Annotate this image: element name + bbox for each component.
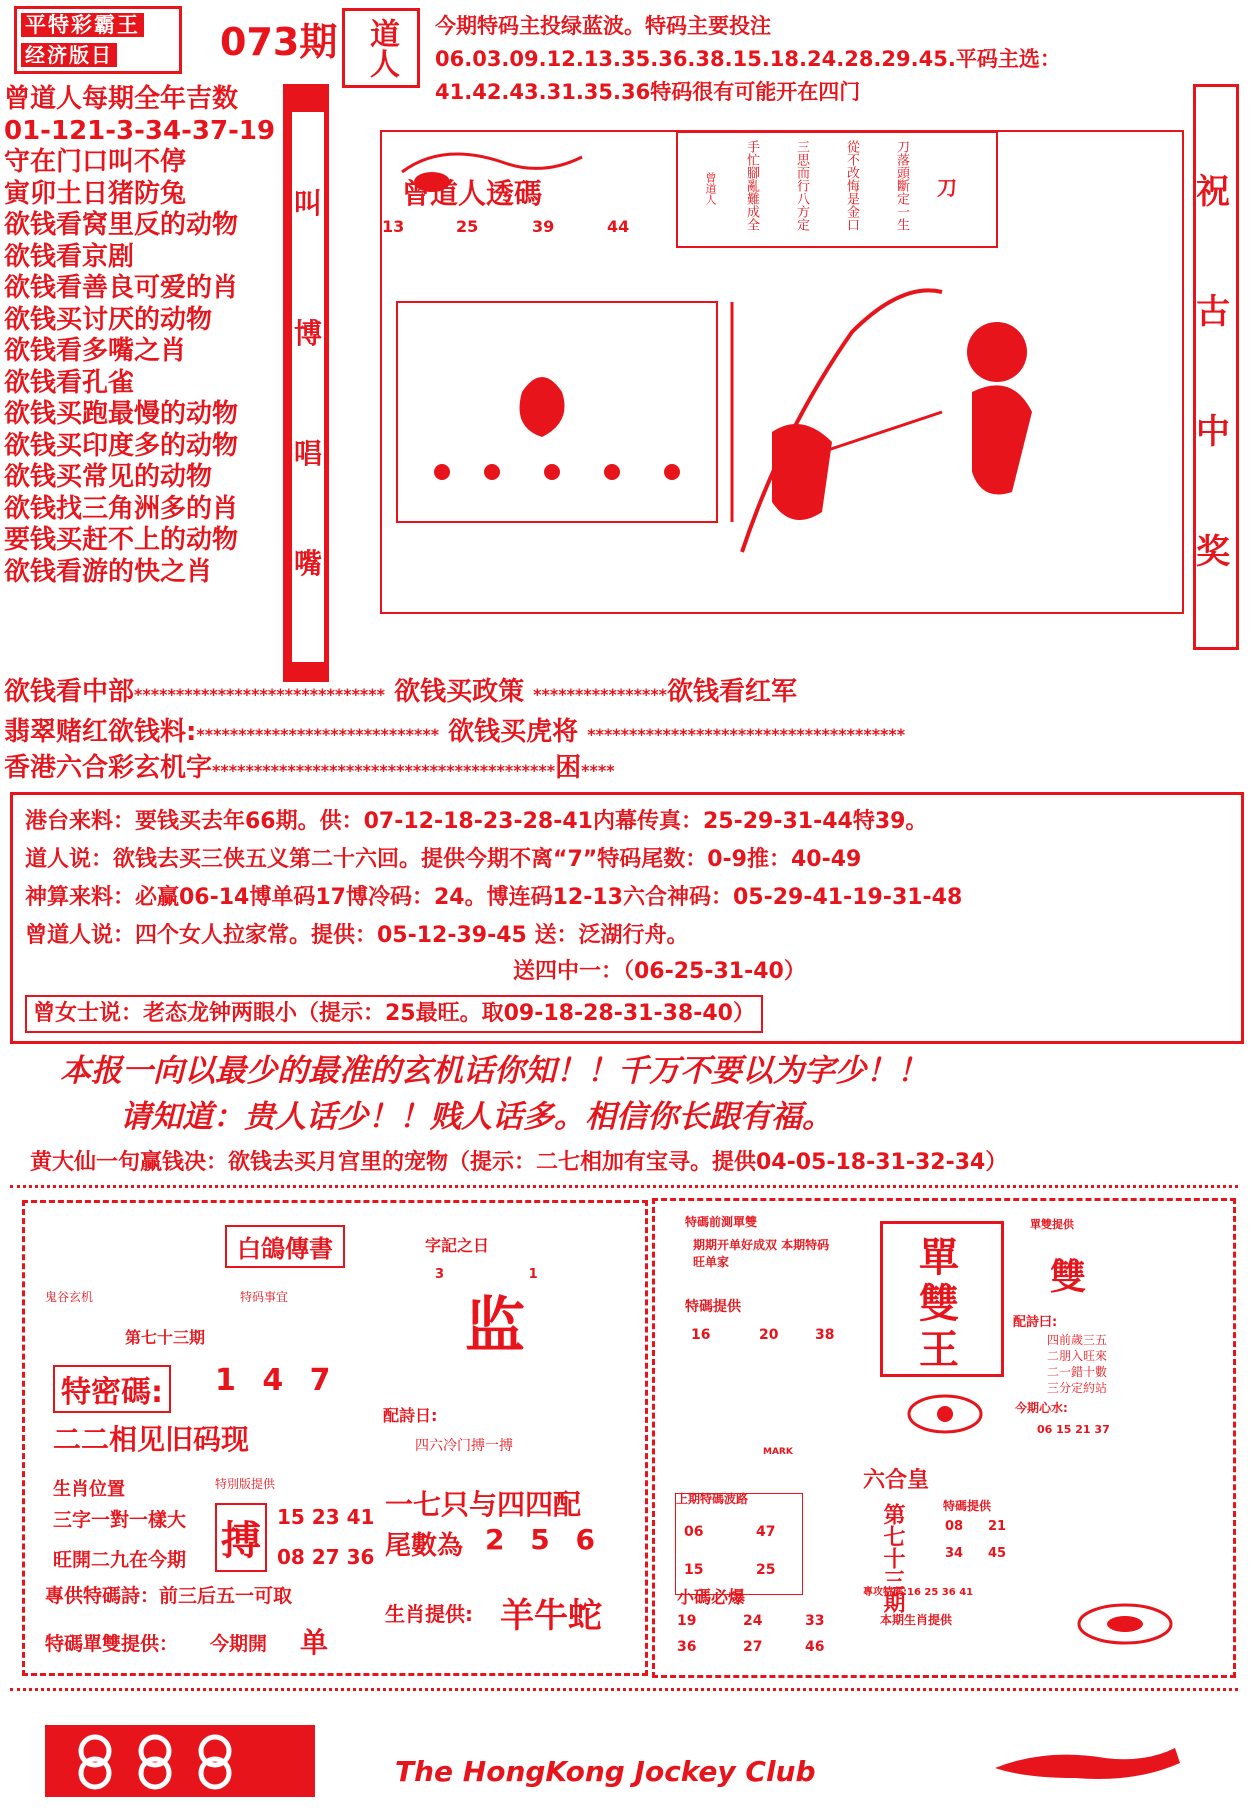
pr-wang: 單 [919, 1235, 959, 1281]
pr-wave-num: 25 [756, 1562, 776, 1578]
left-tip-list [4, 84, 279, 588]
pl-box-head: 特別版提供 [215, 1477, 276, 1491]
seal-icon [1075, 1601, 1175, 1647]
pr-wang: 王 [919, 1327, 959, 1373]
pr-zhuan: 專攻特碼:16 25 36 41 [863, 1587, 974, 1598]
left-tip: 欲钱看京剧 [4, 241, 135, 272]
poem-col: 手忙腳亂難成全 [744, 140, 759, 231]
pr-mark: MARK [763, 1447, 793, 1457]
info-box [10, 792, 1244, 1044]
pl-zodiac-l1: 三字一對一樣大 [53, 1509, 187, 1531]
panel-left [22, 1200, 648, 1676]
pr-issue-big: 第七十三期 [880, 1503, 905, 1613]
knife-char: 刀 [937, 176, 957, 200]
pl-pei-label: 配詩日: [383, 1406, 438, 1425]
pl-nums-r2: 08 27 36 [277, 1545, 375, 1569]
poem-col: 刀落頭斷定一生 [894, 140, 909, 231]
banner-char: 博 [294, 317, 323, 350]
pr-liuhe: 六合皇 [863, 1468, 930, 1493]
left-tip: 要钱买赶不上的动物 [4, 525, 239, 555]
tips-stars: ************************************** [587, 725, 906, 744]
pr-poem: 三分定約站 [1047, 1381, 1108, 1395]
pl-tm-value: 1 4 7 [215, 1363, 339, 1398]
art-number: 25 [456, 217, 479, 236]
pr-small-num: 33 [805, 1613, 825, 1629]
pl-sx-value: 羊牛蛇 [500, 1596, 602, 1636]
pl-phrase: 二二相见旧码现 [53, 1423, 250, 1456]
pr-xin-nums: 06 15 21 37 [1037, 1423, 1110, 1436]
pl-tail-value: 2 5 6 [485, 1523, 603, 1556]
poem-col: 三思而行八方定 [794, 140, 809, 231]
pr-sp-num: 08 [945, 1519, 964, 1534]
tips-end: 困 [555, 753, 582, 783]
right-banner-char: 奖 [1196, 532, 1230, 572]
pr-small-num: 24 [743, 1613, 763, 1629]
pl-tm-label: 特密碼: [53, 1365, 171, 1413]
banner-char: 嘴 [294, 547, 323, 580]
pl-zodiac-label: 生肖位置 [53, 1479, 125, 1500]
pr-head: 特碼前測單雙 [685, 1215, 758, 1229]
left-tip: 欲钱买跑最慢的动物 [4, 399, 239, 429]
logo-line-2: 经济版日 [21, 43, 117, 67]
left-tip: 守在门口叫不停 [4, 147, 187, 177]
footer-brush-icon [985, 1728, 1185, 1788]
pl-dan-text: 今期開 [210, 1633, 268, 1655]
left-tip: 欲钱看多嘴之肖 [4, 336, 187, 366]
pr-small-num: 19 [677, 1613, 697, 1629]
pr-wave-num: 47 [756, 1524, 776, 1540]
pr-sp-num: 21 [988, 1519, 1007, 1534]
pr-sp-num: 45 [988, 1546, 1007, 1561]
pl-issue: 第七十三期 [125, 1328, 206, 1347]
pl-slogan2: 一七只与四四配 [385, 1488, 582, 1521]
logo [14, 6, 182, 74]
tips-stars: **** [581, 761, 615, 780]
slogan-line-2: 请知道：贵人话少！！贱人话多。相信你长跟有福。 [120, 1099, 833, 1135]
art-number: 13 [382, 217, 405, 236]
info-line: 曾女士说：老态龙钟两眼小（提示：25最旺。取09-18-28-31-38-40） [25, 995, 763, 1033]
pr-small-num: 36 [677, 1639, 697, 1655]
tips-row-2 [4, 716, 905, 751]
tips-lead: 欲钱看中部 [4, 677, 135, 707]
art-number: 39 [532, 217, 555, 236]
pl-dan-value: 单 [300, 1626, 329, 1659]
pl-side1: 鬼谷玄机 [45, 1290, 94, 1304]
tips-lead: 香港六合彩玄机字 [4, 753, 213, 783]
left-tip: 01-121-3-34-37-19 [4, 115, 276, 146]
left-tip: 欲钱看孔雀 [4, 367, 135, 398]
info-line: 曾道人说：四个女人拉家常。提供：05-12-39-45 送：泛湖行舟。 [25, 923, 689, 948]
footer-logo-left [45, 1725, 315, 1797]
pr-benqi: 本期生肖提供 [880, 1613, 953, 1627]
intro-text: 今期特码主投绿蓝波。特码主要投注06.03.09.12.13.35.36.38.15.18.24.28.29.45.平码主选：41.42.43.31.35.36特码很有可能开在四门 [435, 14, 1061, 104]
pl-side2: 特码事宜 [240, 1290, 289, 1304]
right-banner-char: 古 [1196, 292, 1230, 332]
header-seal-text: 道人 [364, 18, 399, 78]
pr-wave-num: 06 [684, 1524, 704, 1540]
pr-last-wave: 上期特碼波路 [676, 1492, 749, 1506]
pl-zi-title: 字記之日 [425, 1236, 490, 1255]
issue-number: 073期 [220, 20, 338, 64]
art-frame [380, 130, 1184, 614]
right-banner [1183, 84, 1251, 684]
info-line: 神算来料：必赢06-14博单码17博冷码：24。博连码12-13六合神码：05-29-41-19-31-48 [25, 885, 963, 910]
pr-xin: 今期心水: [1015, 1401, 1068, 1415]
pl-title: 白鴿傳書 [225, 1225, 345, 1268]
tips-stars: ****************************** [134, 685, 386, 704]
left-tip: 寅卯土日猪防兔 [4, 178, 187, 209]
banner-char: 唱 [294, 437, 323, 470]
pl-nums-r1: 15 23 41 [277, 1505, 375, 1529]
tips-end: 欲钱看红军 [667, 677, 798, 707]
flower-icon [905, 1391, 985, 1437]
pl-box-char: 搏 [215, 1503, 267, 1572]
pr-poem: 四前歲三五 [1047, 1333, 1108, 1347]
left-tip: 欲钱看善良可爱的肖 [4, 273, 239, 303]
pr-wave-num: 15 [684, 1562, 704, 1578]
pr-tm: 特碼提供 [685, 1299, 741, 1315]
pr-desc: 期期开单好成双 本期特码旺单家 [693, 1238, 830, 1269]
pl-tail-label: 尾數為 [385, 1531, 464, 1561]
pl-zi-char: 监 [465, 1291, 525, 1361]
pr-small-num: 46 [805, 1639, 825, 1655]
pr-special: 特碼提供 [943, 1499, 992, 1513]
pl-sx-label: 生肖提供: [385, 1602, 473, 1626]
vertical-banner-inner [290, 110, 326, 664]
tips-row-3 [4, 752, 615, 787]
poem-col: 從不改悔是金口 [844, 140, 859, 231]
tips-stars: ***************************** [196, 725, 440, 744]
left-tip: 欲钱买常见的动物 [4, 462, 213, 492]
pl-special-poem: 專供特碼詩：前三后五一可取 [45, 1585, 293, 1607]
left-tip: 欲钱买印度多的动物 [4, 430, 239, 461]
info-line: 送四中一：（06-25-31-40） [513, 959, 806, 984]
pr-wang-box [880, 1221, 1004, 1377]
left-tip: 欲钱买讨厌的动物 [4, 304, 213, 335]
slogan-line-1: 本报一向以最少的最准的玄机话你知！！千万不要以为字少！！ [60, 1053, 928, 1089]
pr-box-left [675, 1493, 803, 1595]
right-banner-char: 祝 [1196, 172, 1230, 212]
pr-small-num: 27 [743, 1639, 763, 1655]
tips-stars: **************** [533, 685, 668, 704]
art-title: 曾道人透碼 [402, 177, 543, 210]
pr-dx: 雙 [1050, 1257, 1087, 1298]
poem-col: 曾道人 [704, 172, 717, 205]
tips-lead: 翡翠赌红欲钱料: [4, 717, 197, 747]
pl-pei-text: 四六冷门搏一搏 [415, 1438, 513, 1454]
divider [10, 1185, 1238, 1188]
divider-bottom [10, 1688, 1238, 1691]
panel-right [652, 1198, 1236, 1678]
pl-zodiac-l2: 旺開二九在今期 [53, 1549, 187, 1571]
tips-mid: 欲钱买政策 [394, 677, 525, 707]
banner-char: 叫 [294, 187, 323, 220]
footer-club: The HongKong Jockey Club [395, 1755, 816, 1788]
cloud-pattern-icon [65, 1731, 285, 1791]
pr-tm-num: 38 [815, 1327, 835, 1343]
info-line: 道人说：欲钱去买三侠五义第二十六回。提供今期不离“7”特码尾数：0-9推：40-49 [25, 847, 862, 872]
left-tip: 欲钱找三角洲多的肖 [4, 493, 239, 524]
art-number: 44 [607, 217, 630, 236]
pr-small: 小碼必爆 [677, 1588, 745, 1608]
left-tip: 曾道人每期全年吉数 [4, 84, 239, 114]
pr-tm-num: 16 [691, 1327, 711, 1343]
right-banner-char: 中 [1196, 412, 1230, 452]
pr-poem-label: 配詩曰: [1013, 1315, 1058, 1330]
tips-stars: ***************************************** [212, 761, 556, 780]
pr-sp-num: 34 [945, 1546, 964, 1561]
huang-line: 黄大仙一句赢钱决：欲钱去买月宫里的宠物（提示：二七相加有宝寻。提供04-05-18-31-32-34） [30, 1150, 1008, 1175]
tips-row-1 [4, 676, 797, 711]
tips-mid: 欲钱买虎将 [448, 717, 579, 747]
pr-poem: 二朋入旺來 [1047, 1349, 1108, 1363]
left-tip: 欲钱看窝里反的动物 [4, 210, 239, 240]
pr-wang: 雙 [919, 1281, 959, 1327]
pr-poem: 二一錯十數 [1047, 1365, 1108, 1379]
pr-dx-head: 單雙提供 [1030, 1218, 1074, 1231]
logo-line-1: 平特彩霸王 [21, 13, 144, 37]
pr-tm-num: 20 [759, 1327, 779, 1343]
left-tip: 欲钱看游的快之肖 [4, 556, 213, 587]
pl-dan-label: 特碼單雙提供： [45, 1633, 179, 1655]
pl-zi-nums: 3 1 [435, 1267, 578, 1282]
header-seal [342, 8, 420, 88]
info-line: 港台来料：要钱买去年66期。供：07-12-18-23-28-41内幕传真：25-29-31-44特39。 [25, 809, 928, 834]
